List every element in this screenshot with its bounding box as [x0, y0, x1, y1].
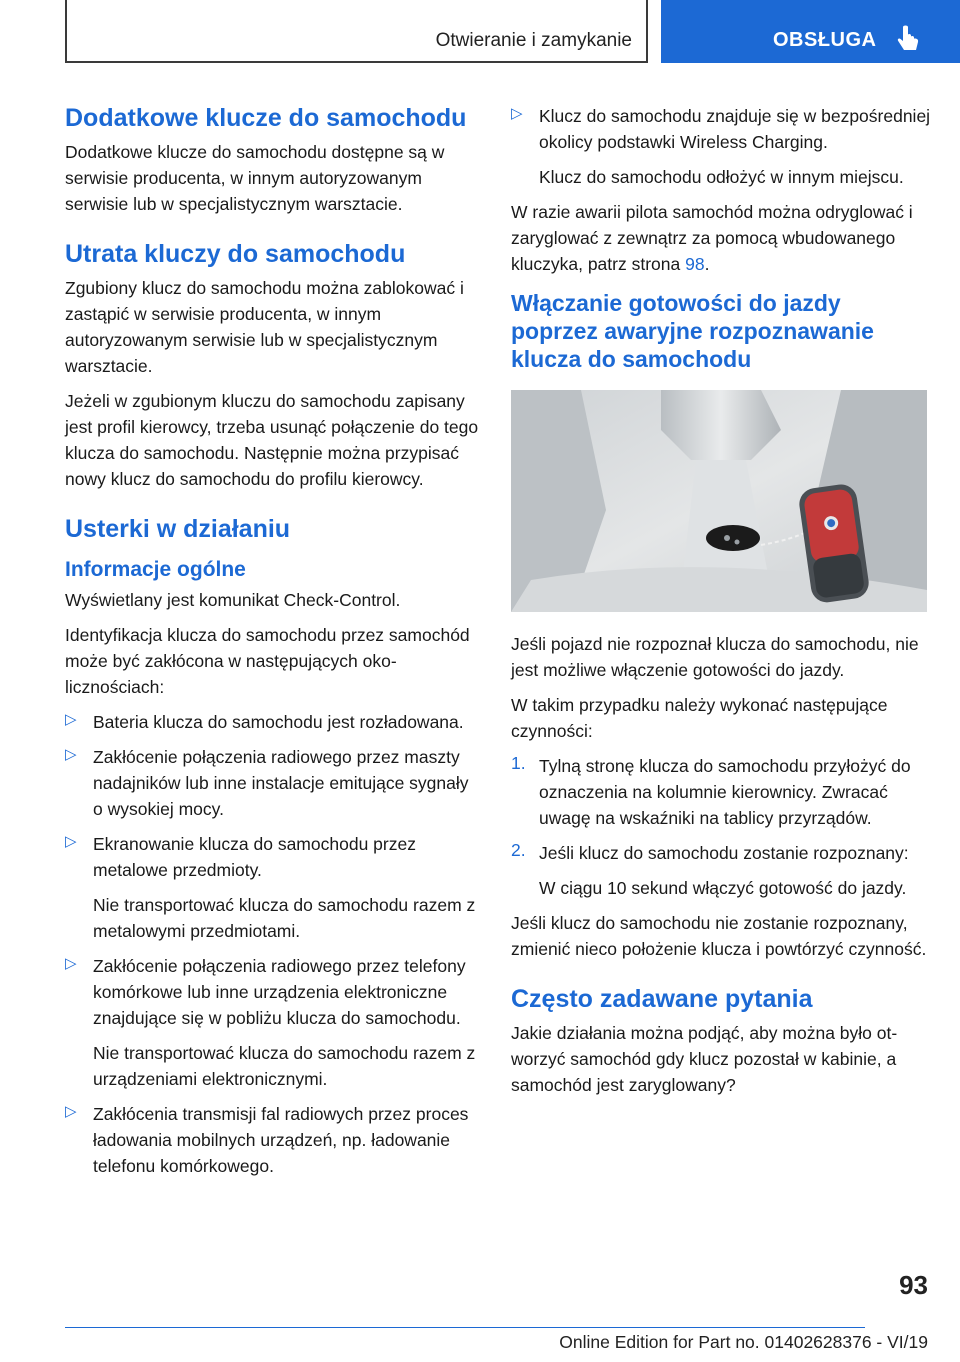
bullet-triangle-icon: ▷: [65, 1103, 77, 1120]
list-item: [511, 840, 931, 901]
heading-faq: Często zadawane pytania: [511, 985, 813, 1013]
paragraph-not-recognized-vehicle: Jeśli pojazd nie rozpoznał klucza do samochodu, nie jest możliwe włączenie gotowości do jazdy.: [511, 634, 919, 680]
bullet-triangle-icon: ▷: [65, 833, 77, 850]
list-item: [65, 953, 480, 1092]
heading-emergency-recognition: Włączanie gotowości do jazdy poprzez awaryjne rozpoznawanie klucza do samochodu: [511, 290, 874, 372]
paragraph-general-2: Identyfikacja klucza do samochodu przez samochód może być zakłócona w następujących okolicznościach:: [65, 625, 470, 697]
step-text: Jeśli klucz do samochodu zostanie rozpoznany:: [539, 843, 909, 863]
heading-lost-keys: Utrata kluczy do samochodu: [65, 240, 406, 268]
paragraph-general-1: Wyświetlany jest komunikat Check-Control.: [65, 590, 401, 610]
emergency-text: W razie awarii pilota samochód można odryglować i zaryglować z zewnątrz za pomocą wbudowanego kluczyka, patrz strona: [511, 202, 913, 274]
bullet-triangle-icon: ▷: [511, 105, 523, 122]
bullet-triangle-icon: ▷: [65, 746, 77, 763]
hand-pointer-icon: [894, 24, 924, 54]
paragraph-lost-keys-2: Jeżeli w zgubionym kluczu do samochodu zapisany jest profil kierowcy, trzeba usunąć połączenie do tego klucza do samochodu. Następnie można przypisać nowy klucz do samochodu do profilu kierowcy.: [65, 391, 479, 489]
chapter-tab[interactable]: [661, 0, 960, 63]
left-column: [65, 103, 480, 1188]
heading-extra-keys: Dodatkowe klucze do samochodu: [65, 104, 467, 132]
bullet-text: Zakłócenie połączenia radiowego przez maszty nadajników lub inne instalacje emitujące sygnały o wysokiej mocy.: [93, 747, 469, 819]
page-number: 93: [899, 1270, 928, 1300]
heading-faults: Usterki w działaniu: [65, 515, 291, 543]
paragraph-faq: Jakie działania można podjąć, aby można było otworzyć samochód gdy klucz pozostał w kabinie, a samochód jest zaryglowany?: [511, 1023, 898, 1095]
bullet-text: Zakłócenie połączenia radiowego przez telefony komórkowe lub inne urządzenia elektroniczne znajdujące się w pobliżu klucza do samochodu.: [93, 956, 466, 1028]
bullet-triangle-icon: ▷: [65, 955, 77, 972]
bullet-note: Nie transportować klucza do samochodu razem z metalowymi przedmiotami.: [93, 895, 476, 941]
header-section-box: [65, 0, 648, 63]
bullet-note: Klucz do samochodu odłożyć w innym miejscu.: [539, 167, 904, 187]
list-item: [511, 753, 931, 831]
list-item: [65, 1101, 480, 1179]
chapter-tab-label: OBSŁUGA: [773, 29, 877, 51]
emergency-text-end: .: [704, 254, 710, 274]
page-reference-link[interactable]: 98: [685, 254, 705, 274]
list-item: [65, 744, 480, 822]
footer-divider: [65, 1327, 865, 1328]
list-item: [511, 103, 931, 190]
bullet-text: Zakłócenia transmisji fal radiowych przez proces ładowania mobilnych urządzeń, np. ładowanie telefonu komórkowego.: [93, 1104, 469, 1176]
right-column: [511, 103, 931, 1107]
step-number: 2.: [511, 840, 526, 860]
section-title: Otwieranie i zamykanie: [435, 30, 632, 51]
bullet-note: Nie transportować klucza do samochodu razem z urządzeniami elektronicznymi.: [93, 1043, 476, 1089]
bullet-triangle-icon: ▷: [65, 711, 77, 728]
bullet-text: Klucz do samochodu znajduje się w bezpośredniej okolicy podstawki Wireless Charging.: [539, 106, 931, 152]
steering-column-key-photo: [511, 390, 927, 612]
list-item: [65, 709, 480, 735]
paragraph-not-recognized-key: Jeśli klucz do samochodu nie zostanie rozpoznany, zmienić nieco położenie klucza i powtórzyć czynność.: [511, 913, 927, 959]
paragraph-lost-keys-1: Zgubiony klucz do samochodu można zablokować i zastąpić w serwisie producenta, w innym autoryzowanym serwisie lub w specjalistycznym warsztacie.: [65, 278, 464, 376]
step-number: 1.: [511, 753, 526, 773]
footer-edition: Online Edition for Part no. 01402628376 - VI/19: [559, 1332, 928, 1352]
paragraph-extra-keys: Dodatkowe klucze do samochodu dostępne są w serwisie producenta, w innym autoryzowanym serwisie lub w specjalistycznym warsztacie.: [65, 142, 445, 214]
step-text: Tylną stronę klucza do samochodu przyłożyć do oznaczenia na kolumnie kierownicy. Zwracać uwagę na wskaźniki na tablicy przyrządów.: [539, 756, 911, 828]
bullet-text: Ekranowanie klucza do samochodu przez metalowe przedmioty.: [93, 834, 416, 880]
heading-general-info: Informacje ogólne: [65, 558, 246, 581]
paragraph-steps-intro: W takim przypadku należy wykonać następujące czynności:: [511, 695, 888, 741]
bullet-text: Bateria klucza do samochodu jest rozładowana.: [93, 712, 464, 732]
step-note: W ciągu 10 sekund włączyć gotowość do jazdy.: [539, 878, 907, 898]
paragraph-emergency-unlock: [511, 199, 931, 277]
list-item: [65, 831, 480, 944]
